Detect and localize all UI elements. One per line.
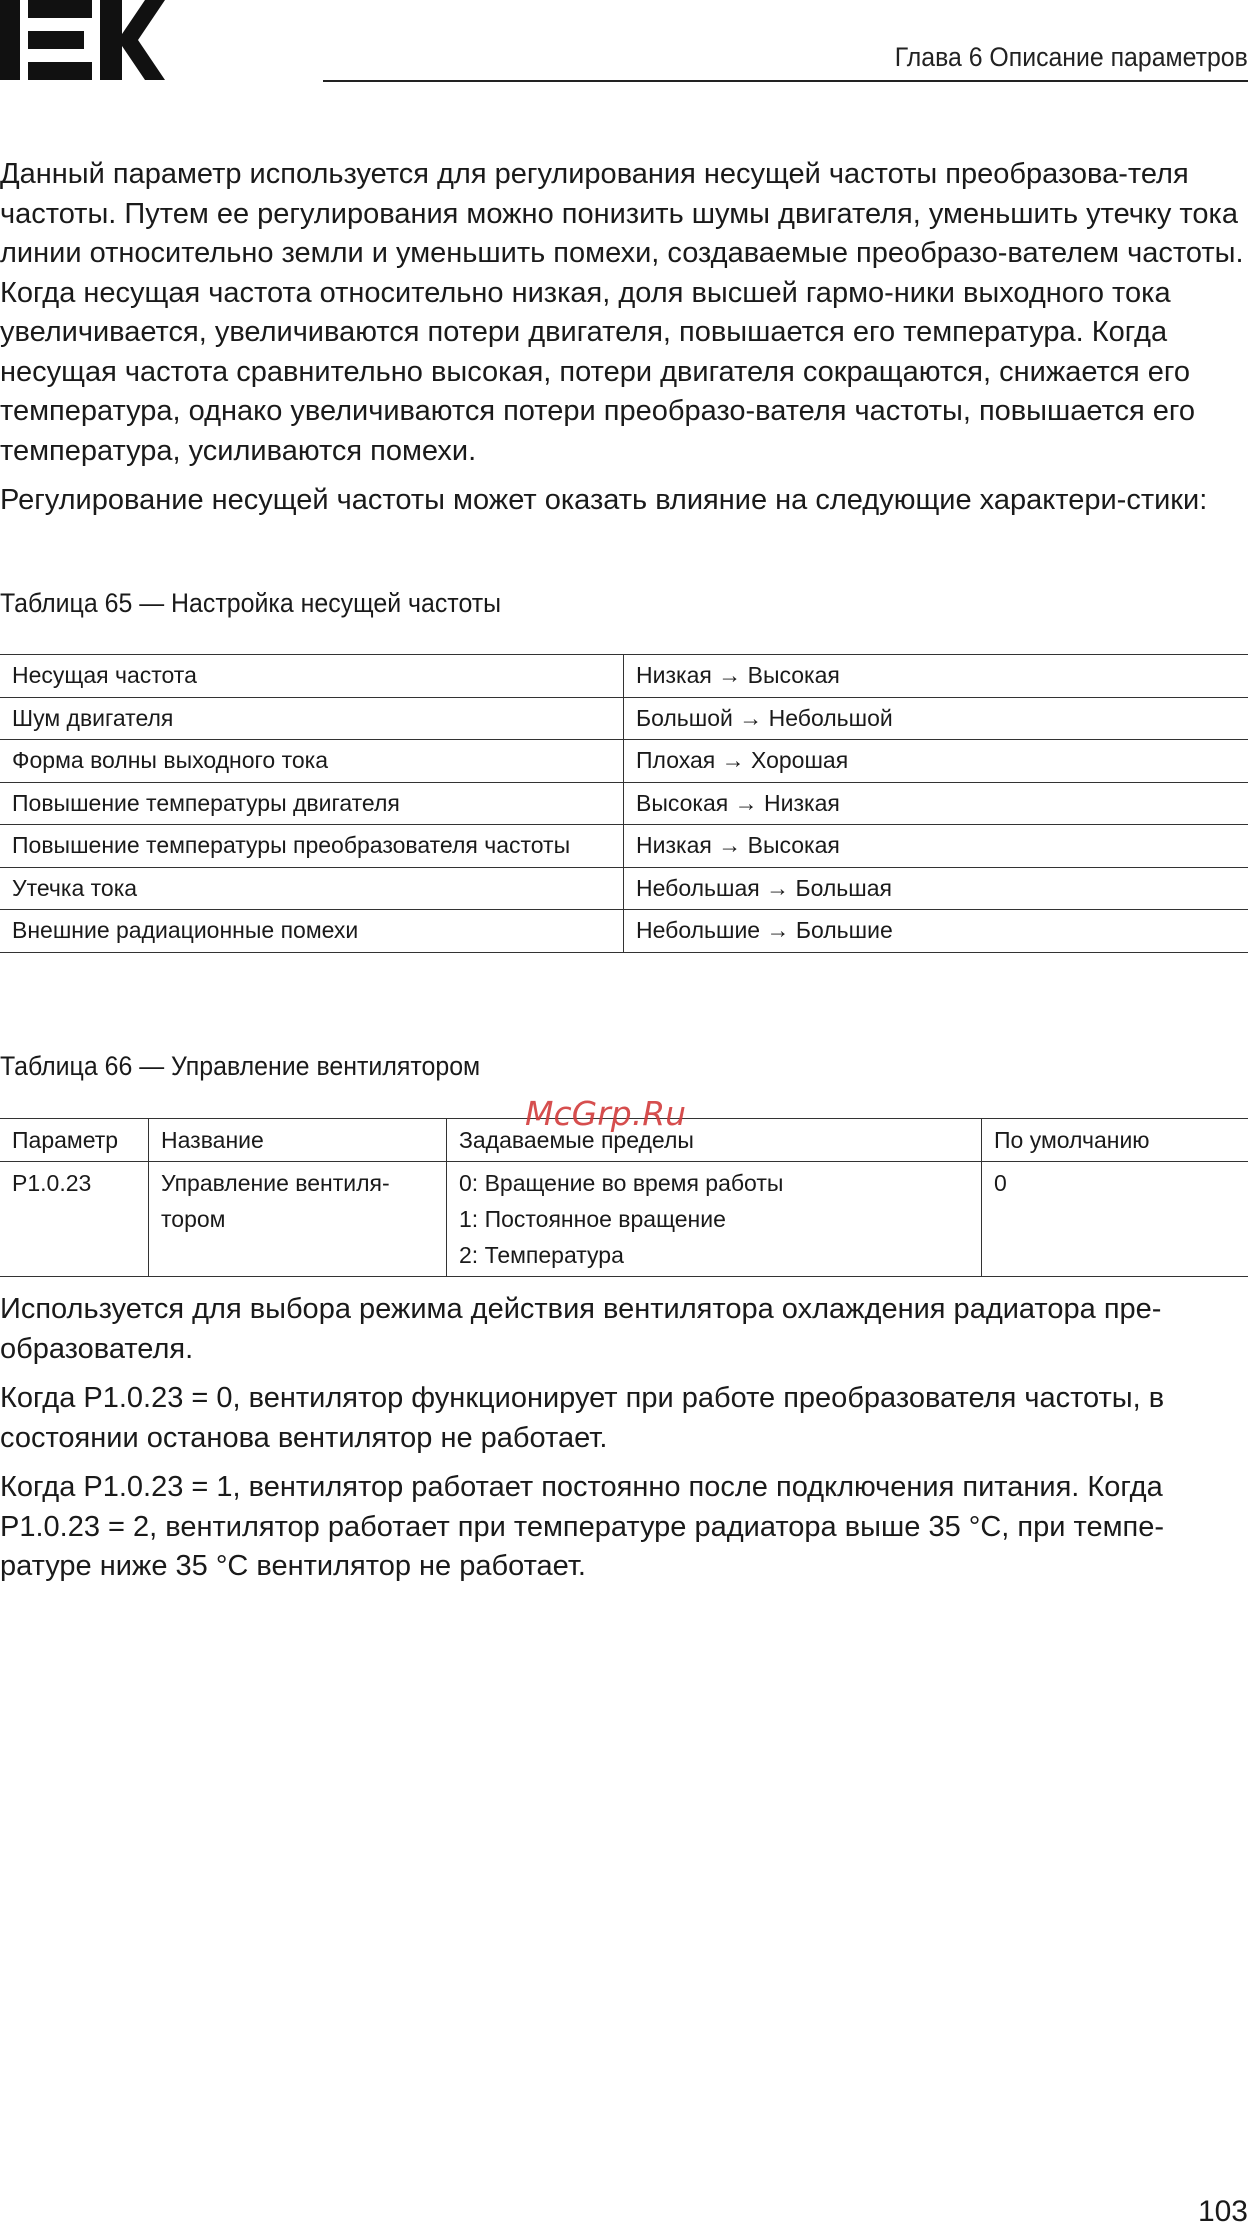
table-cell: Небольшая → Большая <box>624 867 1248 910</box>
table-cell: Плохая → Хорошая <box>624 740 1248 783</box>
watermark: McGrp.Ru <box>525 1094 687 1133</box>
param-cell: P1.0.23 <box>0 1162 149 1277</box>
table-cell: Внешние радиационные помехи <box>0 910 624 953</box>
table-cell: Низкая → Высокая <box>624 655 1248 698</box>
table-row <box>0 655 1248 698</box>
paragraph: Используется для выбора режима действия вентилятора охлаждения радиатора пре-образователя. <box>0 1293 1162 1365</box>
column-header: Задаваемые пределы <box>447 1119 982 1162</box>
chapter-title: Глава 6 Описание параметров <box>894 42 1248 72</box>
name-line: Управление вентиля- <box>161 1170 390 1196</box>
page-number: 103 <box>1197 2195 1248 2228</box>
table-row <box>0 867 1248 910</box>
table-row <box>0 825 1248 868</box>
table-cell: Шум двигателя <box>0 697 624 740</box>
header-rule <box>323 80 1248 82</box>
table-row <box>0 697 1248 740</box>
table-cell: Небольшие → Большие <box>624 910 1248 953</box>
name-cell <box>149 1162 447 1277</box>
range-cell <box>447 1162 982 1277</box>
paragraph: Данный параметр используется для регулирования несущей частоты преобразова-теля частоты. Путем ее регулирования можно понизить шумы двигателя, уменьшить утечку тока линии относительно земли и уменьшить помехи, создаваемые преобразо-вателем частоты. Когда несущая частота относительно низкая, доля высшей гармо-ники выходного тока увеличивается, увеличиваются потери двигателя, повышается его температура. Когда несущая частота сравнительно высокая, потери двигателя сокращаются, снижается его температура, однако увеличиваются потери преобразо-вателя частоты, повышается его температура, усиливаются помехи. <box>0 158 1244 467</box>
table-65 <box>0 654 1248 953</box>
table-cell: Повышение температуры преобразователя частоты <box>0 825 624 868</box>
table-65-caption: Таблица 65 — Настройка несущей частоты <box>0 588 502 618</box>
paragraph: Когда P1.0.23 = 1, вентилятор работает постоянно после подключения питания. Когда P1.0.23 = 2, вентилятор работает при температуре радиатора выше 35 °C, при темпе-ратуре ниже 35 °C вентилятор не работает. <box>0 1471 1165 1582</box>
range-line: 1: Постоянное вращение <box>459 1206 726 1232</box>
paragraph: Регулирование несущей частоты может оказать влияние на следующие характери-стики: <box>0 484 1208 516</box>
range-line: 0: Вращение во время работы <box>459 1170 784 1196</box>
paragraph: Когда P1.0.23 = 0, вентилятор функционирует при работе преобразователя частоты, в состоянии останова вентилятор не работает. <box>0 1382 1165 1454</box>
table-cell: Большой → Небольшой <box>624 697 1248 740</box>
table-66-caption: Таблица 66 — Управление вентилятором <box>0 1051 481 1081</box>
table-cell: Низкая → Высокая <box>624 825 1248 868</box>
iek-logo <box>0 0 165 80</box>
table-row <box>0 1162 1248 1277</box>
table-row <box>0 782 1248 825</box>
table-cell: Несущая частота <box>0 655 624 698</box>
default-cell: 0 <box>982 1162 1248 1277</box>
column-header: Параметр <box>0 1119 149 1162</box>
fan-description <box>0 1290 1248 1597</box>
table-row <box>0 910 1248 953</box>
name-line: тором <box>161 1206 226 1232</box>
intro-text <box>0 155 1248 531</box>
table-66 <box>0 1118 1248 1277</box>
table-cell: Высокая → Низкая <box>624 782 1248 825</box>
table-cell: Повышение температуры двигателя <box>0 782 624 825</box>
table-cell: Форма волны выходного тока <box>0 740 624 783</box>
table-cell: Утечка тока <box>0 867 624 910</box>
range-line: 2: Температура <box>459 1242 624 1268</box>
column-header: Название <box>149 1119 447 1162</box>
column-header: По умолчанию <box>982 1119 1248 1162</box>
table-row <box>0 740 1248 783</box>
